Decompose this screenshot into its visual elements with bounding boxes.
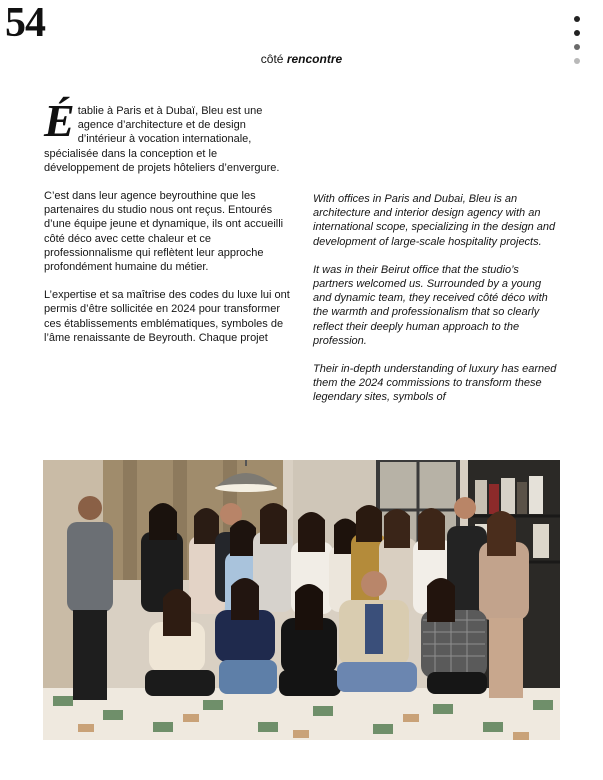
drop-cap: É: [44, 95, 75, 146]
paragraph-en-3: Their in-depth understanding of luxury has earned them the 2024 commissions to transform these legendary sites, symbols of: [313, 363, 557, 404]
page-dot: [574, 44, 580, 50]
page-dot: [574, 30, 580, 36]
paragraph-fr-1-text: tablie à Paris et à Dubaï, Bleu est une agence d’architecture et de design d’intérieur à vocation internationale, spécialisée dans la conception et le développement de projets hôteliers d’envergure.: [44, 105, 280, 174]
article-column-french: [44, 95, 294, 359]
section-header: [0, 52, 603, 66]
team-photo-illustration: [43, 460, 560, 740]
section-prefix: côté: [260, 52, 284, 66]
page-number: 54: [5, 0, 45, 46]
team-photo: [43, 460, 560, 740]
paragraph-en-1: With offices in Paris and Dubai, Bleu is an architecture and interior design agency with an international scope, specializing in the design and development of large-scale hospitality projects.: [313, 193, 556, 248]
paragraph-fr-2: C’est dans leur agence beyrouthine que les partenaires du studio nous ont reçus. Entourés d’une équipe jeune et dynamique, ils ont accueilli côté déco avec cette chaleur et ce professionnalisme qui reflètent leur approche profondément humaine du métier.: [44, 190, 284, 274]
paragraph-en-2: It was in their Beirut office that the studio’s partners welcomed us. Surrounded by a young and dynamic team, they received côté déco with the warmth and professionalism that so clearly reflect their deeply human approach to the profession.: [313, 263, 548, 347]
paragraph-fr-3: L’expertise et sa maîtrise des codes du luxe lui ont permis d’être sollicitée en 2024 pour transformer ces établissements emblématiques, symboles de l’âme renaissante de Beyrouth. Chaque projet: [44, 289, 290, 344]
paragraph-fr-1: [44, 95, 294, 175]
article-column-english: [313, 192, 561, 419]
page-dot: [574, 16, 580, 22]
section-title: rencontre: [286, 52, 343, 66]
